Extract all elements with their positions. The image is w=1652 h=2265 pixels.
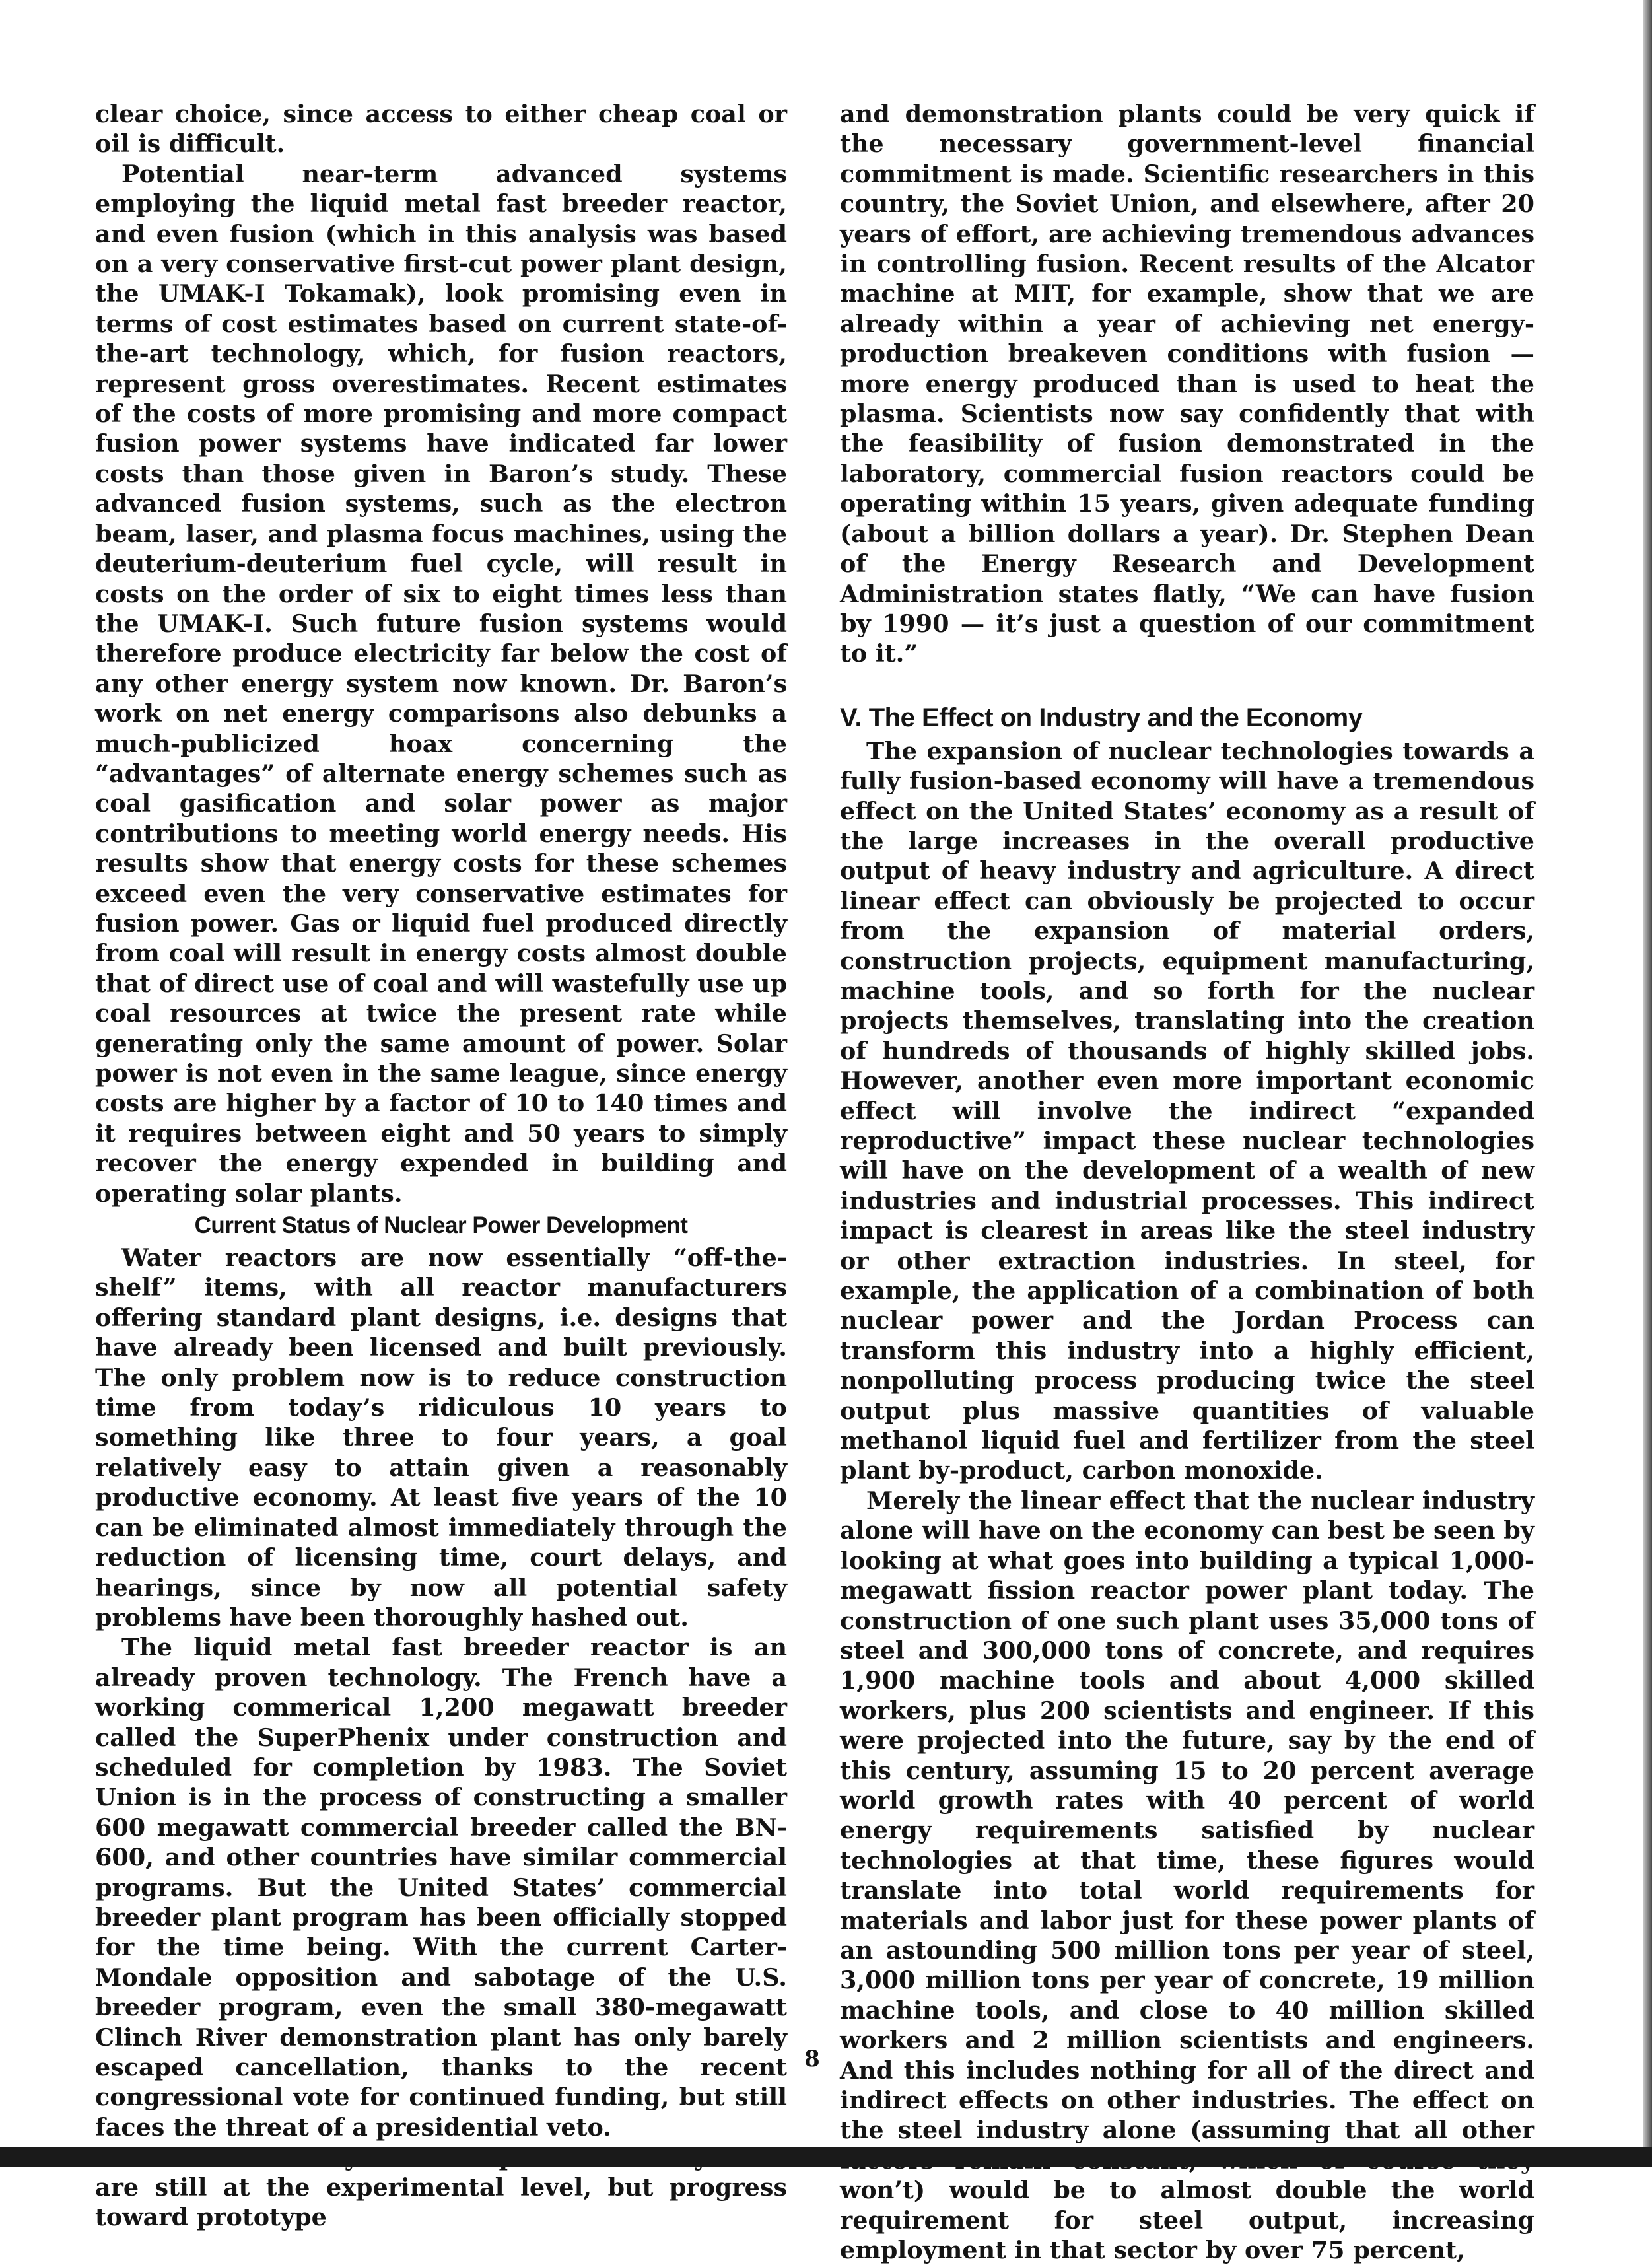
left-paragraph-4: The liquid metal fast breeder reactor is an already proven technology. The French have a working commerical 1,200 megawatt breeder called the SuperPhenix under construction and scheduled for completion by 1983. The Soviet Union is in the process of constructing a smaller 600 megawatt commercial breeder called the BN-600, and other countries have similar commercial programs. But the United States’ commercial breeder plant program has been officially stopped for the time being. With the current Carter-Mondale opposition and sabotage of the U.S. breeder program, even the small 380-megawatt Clinch River demonstration plant has only barely escaped cancellation, thanks to the recent congressional vote for continued funding, but still faces the threat of a presidential veto. <box>95 1633 787 2142</box>
left-paragraph-5: are still at the experimental level, but progress toward prototype <box>95 2173 787 2232</box>
scan-bottom-edge <box>0 2147 1652 2167</box>
left-paragraph-1: clear choice, since access to either cheap coal or oil is difficult. <box>95 100 787 158</box>
page-number: 8 <box>804 2046 820 2072</box>
right-paragraph-1: and demonstration plants could be very quick if the necessary government-level financial commitment is made. Scientific researchers in this country, the Soviet Union, and elsewhere, after 20 years of effort, are achieving tremendous advances in controlling fusion. Recent results of the Alcator machine at MIT, for example, show that we are already within a year of achieving net energy-production breakeven conditions with fusion — more energy produced than is used to heat the plasma. Scientists now say confidently that with the feasibility of fusion demonstrated in the laboratory, commercial fusion reactors could be operating within 15 years, given adequate funding (about a billion dollars a year). Dr. Stephen Dean of the Energy Research and Development Administration states flatly, “We can have fusion by 1990 — it’s just a question of our commitment to it.” <box>840 100 1534 668</box>
right-paragraph-2: The expansion of nuclear technologies towards a fully fusion-based economy will have a tremendous effect on the United States’ economy as a result of the large increases in the overall productive output of heavy industry and agriculture. A direct linear effect can obviously be projected to occur from the expansion of material orders, construction projects, equipment manufacturing, machine tools, and so forth for the nuclear projects themselves, translating into the creation of hundreds of thousands of highly skilled jobs. However, another even more important economic effect will involve the indirect “expanded reproductive” impact these nuclear technologies will have on the development of a wealth of new industries and industrial processes. This indirect impact is clearest in areas like the steel industry or other extraction industries. In steel, for example, the application of a combination of both nuclear power and the Jordan Process can transform this industry into a highly efficient, nonpolluting process producing twice the steel output plus massive quantities of valuable methanol liquid fuel and fertilizer from the steel plant by-product, carbon monoxide. <box>840 736 1534 1485</box>
right-column <box>840 99 1534 2265</box>
right-paragraph-3: Merely the linear effect that the nuclear industry alone will have on the economy can best be seen by looking at what goes into building a typical 1,000-megawatt fission reactor power plant today. The construction of one such plant uses 35,000 tons of steel and 300,000 tons of concrete, and requires 1,900 machine tools and about 4,000 skilled workers, plus 200 scientists and engineer. If this were projected into the future, say by the end of this century, assuming 15 to 20 percent average world growth rates with 40 percent of world energy requirements satisfied by nuclear technologies at that time, these figures would translate into total world requirements for materials and labor just for these power plants of an astounding 500 million tons per year of steel, 3,000 million tons per year of concrete, 19 million machine tools, and close to 40 million skilled workers and 2 million scientists and engineers. And this includes nothing for all of the direct and indirect effects on other industries. The effect on the steel industry alone (assuming that all other won’t) would be to almost double the world requirement for steel output, increasing employment in that sector by over 75 percent, <box>840 1486 1534 2265</box>
left-paragraph-3: Water reactors are now essentially “off-the-shelf” items, with all reactor manufacturers offering standard plant designs, i.e. designs that have already been licensed and built previously. The only problem now is to reduce construction time from today’s ridiculous 10 years to something like three to four years, a goal relatively easy to attain given a reasonably productive economy. At least five years of the 10 can be eliminated almost immediately through the reduction of licensing time, court delays, and hearings, since by now all potential safety problems have been thoroughly hashed out. <box>95 1243 787 1632</box>
left-column <box>95 99 787 2232</box>
subheading-nuclear-status: Current Status of Nuclear Power Development <box>194 1212 688 1239</box>
page-edge-shadow <box>1643 0 1652 2167</box>
section-heading-v: V. The Effect on Industry and the Economy <box>840 703 1363 732</box>
left-paragraph-2: Potential near-term advanced systems employing the liquid metal fast breeder reactor, and even fusion (which in this analysis was based on a very conservative first-cut power plant design, the UMAK-I Tokamak), look promising even in terms of cost estimates based on current state-of-the-art technology, which, for fusion reactors, represent gross overestimates. Recent estimates of the costs of more promising and more compact fusion power systems have indicated far lower costs than those given in Baron’s study. These advanced fusion systems, such as the electron beam, laser, and plasma focus machines, using the deuterium-deuterium fuel cycle, will result in costs on the order of six to eight times less than the UMAK-I. Such future fusion systems would therefore produce electricity far below the cost of any other energy system now known. Dr. Baron’s work on net energy comparisons also debunks a much-publicized hoax concerning the “advantages” of alternate energy schemes such as coal gasification and solar power as major contributions to meeting world energy needs. His results show that energy costs for these schemes exceed even the very conservative estimates for fusion power. Gas or liquid fuel produced directly from coal will result in energy costs almost double that of direct use of coal and will wastefully use up coal resources at twice the present rate while generating only the same amount of power. Solar power is not even in the same league, since energy costs are higher by a factor of 10 to 140 times and it requires between eight and 50 years to simply recover the energy expended in building and operating solar plants. <box>95 159 787 1208</box>
